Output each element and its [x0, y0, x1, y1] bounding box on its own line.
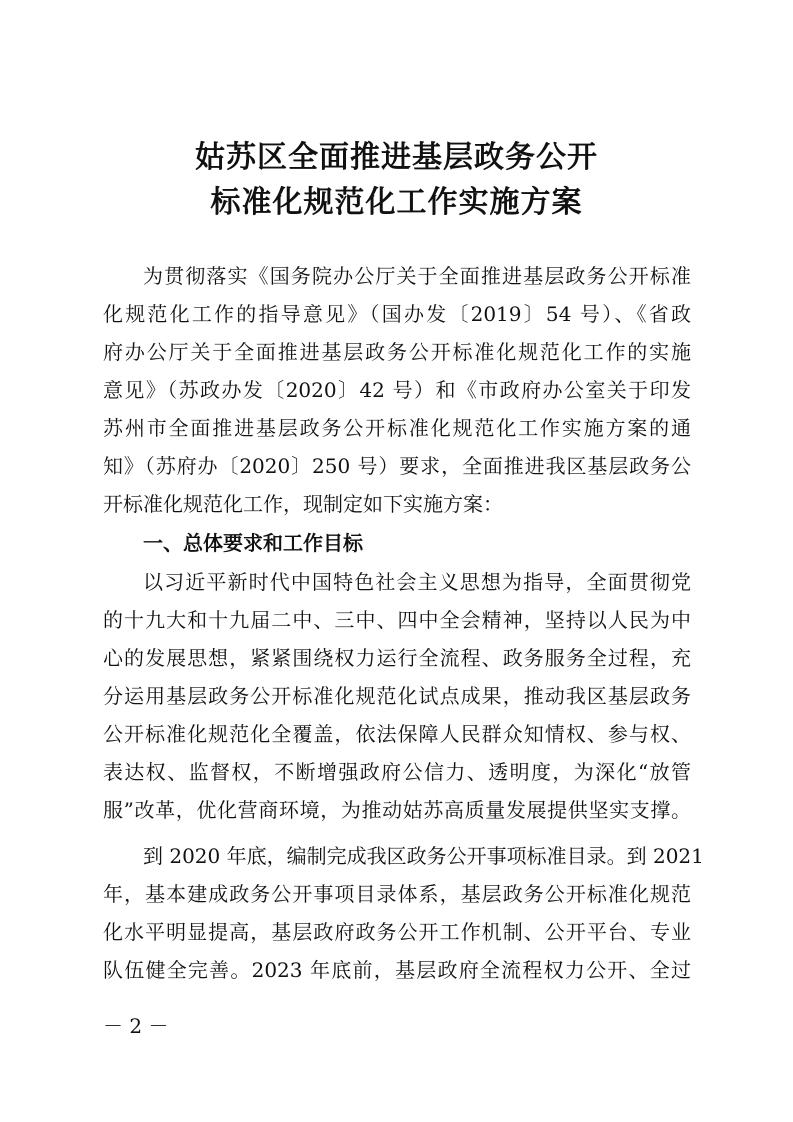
intro-paragraph-line: 苏州市全面推进基层政务公开标准化规范化工作实施方案的通 — [103, 416, 691, 440]
body-paragraph-line: 队伍健全完善。2023 年底前，基层政府全流程权力公开、全过 — [103, 958, 691, 982]
body-paragraph-line: 以习近平新时代中国特色社会主义思想为指导，全面贯彻党 — [143, 570, 691, 594]
intro-paragraph-line: 开标准化规范化工作，现制定如下实施方案： — [103, 492, 503, 516]
body-paragraph-line: 的十九大和十九届二中、三中、四中全会精神，坚持以人民为中 — [103, 608, 691, 632]
body-paragraph-line: 心的发展思想，紧紧围绕权力运行全流程、政务服务全过程，充 — [103, 646, 691, 670]
intro-paragraph-line: 府办公厅关于全面推进基层政务公开标准化规范化工作的实施 — [103, 340, 691, 364]
body-paragraph-line: 服”改革，优化营商环境，为推动姑苏高质量发展提供坚实支撑。 — [103, 798, 691, 822]
body-paragraph-line: 分运用基层政务公开标准化规范化试点成果，推动我区基层政务 — [103, 684, 691, 708]
document-title-line-1: 姑苏区全面推进基层政务公开 — [195, 140, 598, 175]
document-title-line-2: 标准化规范化工作实施方案 — [210, 185, 583, 220]
section-heading: 一、总体要求和工作目标 — [143, 531, 363, 555]
body-paragraph-line: 化水平明显提高，基层政府政务公开工作机制、公开平台、专业 — [103, 920, 691, 944]
intro-paragraph-line: 为贯彻落实《国务院办公厅关于全面推进基层政务公开标准 — [143, 264, 691, 288]
body-paragraph-line: 表达权、监督权，不断增强政府公信力、透明度，为深化“放管 — [103, 760, 691, 784]
intro-paragraph-line: 知》（苏府办〔2020〕250 号）要求，全面推进我区基层政务公 — [103, 454, 691, 478]
page-number: － 2 － — [103, 1014, 169, 1038]
body-paragraph-line: 公开标准化规范化全覆盖，依法保障人民群众知情权、参与权、 — [103, 722, 691, 746]
body-paragraph-line: 到 2020 年底，编制完成我区政务公开事项标准目录。到 2021 — [143, 844, 704, 868]
body-paragraph-line: 年，基本建成政务公开事项目录体系，基层政务公开标准化规范 — [103, 882, 691, 906]
intro-paragraph-line: 意见》（苏政办发〔2020〕42 号）和《市政府办公室关于印发 — [103, 378, 691, 402]
intro-paragraph-line: 化规范化工作的指导意见》（国办发〔2019〕54 号）、《省政 — [103, 302, 691, 326]
